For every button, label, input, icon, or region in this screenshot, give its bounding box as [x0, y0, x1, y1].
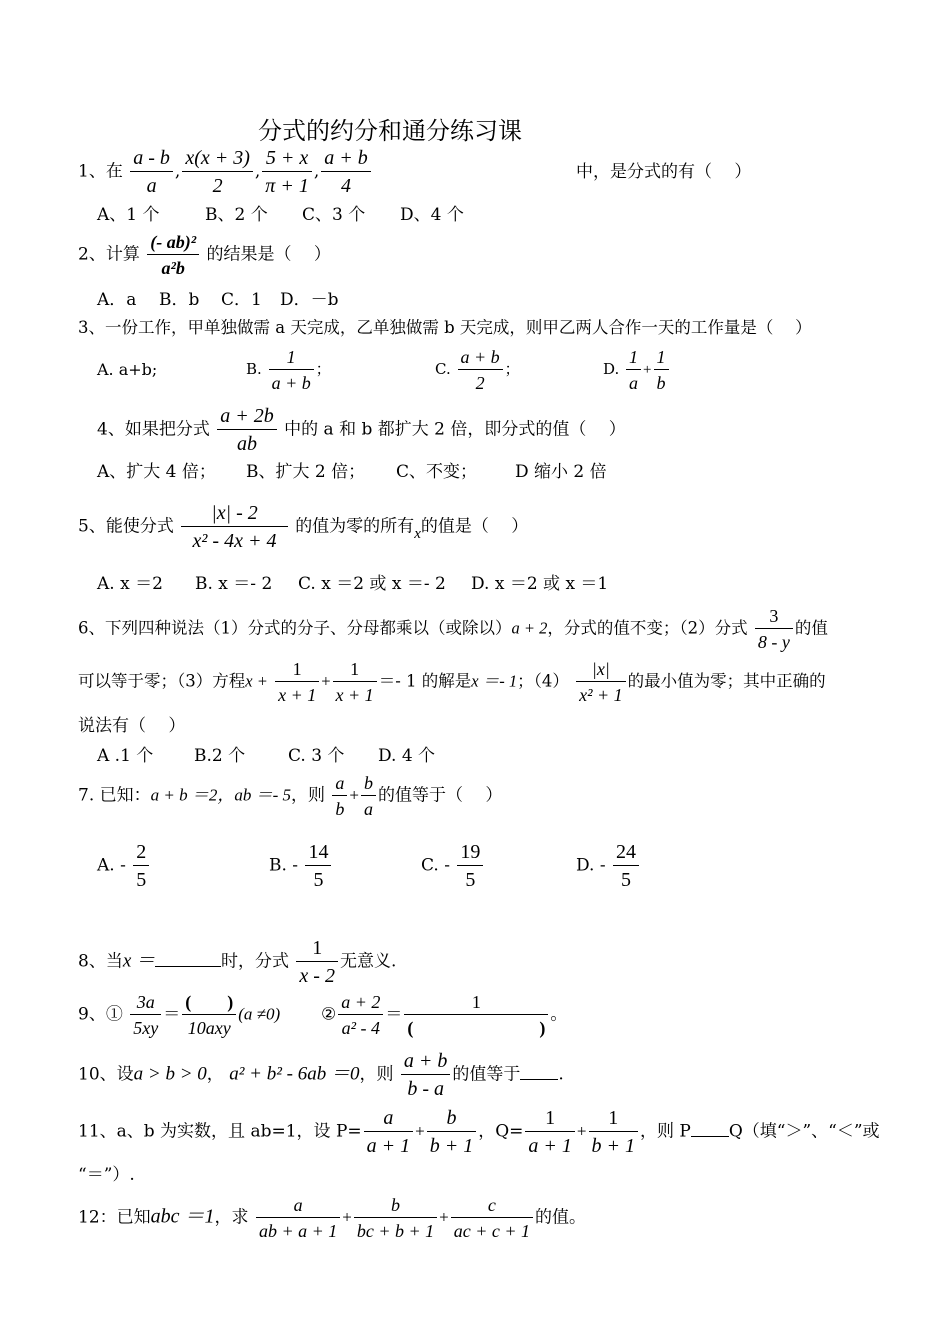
question-6-line-1: 6、下列四种说法（1）分式的分子、分母都乘以（或除以）a + 2，分式的值不变；（2）分式 $\frac{3}{8 - y}$ 的值: [78, 606, 828, 652]
q10-answer-blank[interactable]: [520, 1063, 558, 1080]
q1-tail: 中，是分式的有（ ）: [576, 162, 752, 182]
question-6-line-3: 说法有（ ）: [78, 716, 186, 736]
q2-option-c: C．1: [221, 290, 262, 310]
q3-d-fraction-1: $\frac{1}{a}$: [626, 348, 641, 392]
q5-tail-1: 的值为零的所有: [295, 516, 415, 537]
question-10: 10、设a > b > 0， a² + b² - 6ab ＝0，则 $\frac{a + b}{b - a}$ 的值等于 .: [78, 1050, 564, 1100]
question-11: 11、a、b 为实数，且 ab=1，设 P= $\frac{a}{a + 1}$ + $\frac{b}{b + 1}$ ，Q= $\frac{1}{a + 1}$ + $\frac{1}{b + 1}$ ，则 P Q（填“＞”、“＜”或: [78, 1107, 880, 1157]
q10-fraction: $\frac{a + b}{b - a}$: [401, 1051, 451, 1099]
q2-tail: 的结果是（ ）: [206, 244, 331, 265]
q7-option-d: D. - $\frac{24}{5}$: [576, 842, 641, 890]
q6-option-a: A .1 个: [97, 746, 154, 766]
q5-variable: x: [414, 525, 421, 542]
q3-option-b: B. $\frac{1}{a + b}$ ；: [246, 347, 331, 393]
page-title: 分式的约分和通分练习课: [258, 117, 522, 145]
q5-option-a: A. x ＝2: [97, 574, 163, 594]
q2-fraction: $\frac{\text{(- ab)²}}{\text{a²b}}$: [147, 233, 199, 277]
question-9: 9、① $\frac{3a}{5xy}$ ＝ $\frac{( )}{\text{10axy}}$ (a ≠0) ② $\frac{a + 2}{\text{a² - 4}}$ ＝ $\frac{1}{( )}$ 。: [78, 992, 568, 1038]
q1-number: 1、在: [78, 161, 123, 182]
q2-option-b: B．b: [159, 290, 200, 310]
q6-option-d: D. 4 个: [378, 746, 436, 766]
question-4: [97, 406, 626, 454]
q6-fraction-2: $\frac{1}{x + 1}$: [275, 660, 319, 704]
q4-option-d: D 缩小 2 倍: [515, 462, 607, 482]
q6-fraction-4: $\frac{|x|}{\text{x² + 1}}$: [576, 660, 626, 704]
q9-fraction-1: $\frac{3a}{5xy}$: [130, 993, 161, 1037]
q1-fraction-1: $\frac{a - b}{a}$: [130, 148, 173, 196]
q1-option-b: B、2 个: [205, 205, 268, 225]
comma: ,: [313, 161, 320, 182]
q11-fraction-3: $\frac{1}{a + 1}$: [525, 1108, 575, 1156]
q6-fraction-1: $\frac{3}{8 - y}$: [755, 607, 793, 651]
q5-number: 5、能使分式: [78, 516, 174, 537]
q7-option-a: A. - $\frac{2}{5}$: [97, 842, 151, 890]
q5-fraction: $\frac{|x| - 2}{\text{x² - 4x + 4}}$: [181, 503, 288, 551]
q4-option-b: B、扩大 2 倍；: [246, 462, 366, 482]
q1-option-d: D、4 个: [400, 205, 464, 225]
q1-fraction-4: $\frac{a + b}{4}$: [321, 148, 371, 196]
q5-option-b: B. x ＝- 2: [195, 574, 273, 594]
q7-d-fraction: $\frac{24}{5}$: [613, 842, 639, 890]
q7-fraction-1: $\frac{a}{b}$: [332, 774, 347, 818]
q3-option-c: C. $\frac{a + b}{2}$ ；: [435, 347, 520, 393]
q1-option-c: C、3 个: [302, 205, 366, 225]
q8-fraction: $\frac{1}{x - 2}$: [296, 938, 338, 986]
question-12: 12：已知abc ＝1，求 $\frac{a}{ab + a + 1}$ + $\frac{b}{bc + b + 1}$ + $\frac{c}{ac + c + 1}$ 的值。: [78, 1195, 586, 1241]
q9-fraction-3: $\frac{a + 2}{\text{a² - 4}}$: [338, 993, 383, 1037]
q8-answer-blank[interactable]: [155, 950, 221, 967]
q4-tail: 中的 a 和 b 都扩大 2 倍，即分式的值（ ）: [284, 419, 626, 440]
q9-fraction-4[interactable]: $\frac{1}{( )}$: [404, 993, 548, 1037]
question-6-line-2: 可以等于零；（3）方程x + $\frac{1}{x + 1}$ + $\frac{1}{x + 1}$ ＝- 1 的解是x ＝- 1；（4） $\frac{|x|}{\text{x² + 1}}$ 的最小值为零；其中正确的: [78, 659, 826, 705]
q6-fraction-3: $\frac{1}{x + 1}$: [333, 660, 377, 704]
q12-fraction-3: $\frac{c}{ac + c + 1}$: [451, 1196, 533, 1240]
q7-option-b: B. - $\frac{14}{5}$: [269, 842, 333, 890]
comma: ,: [174, 161, 181, 182]
q7-option-c: C. - $\frac{19}{5}$: [421, 842, 485, 890]
q3-option-a: A. a+b;: [97, 360, 158, 379]
q3-b-fraction: $\frac{1}{a + b}$: [269, 348, 314, 392]
q11-answer-blank[interactable]: [691, 1120, 729, 1137]
q7-c-fraction: $\frac{19}{5}$: [457, 842, 483, 890]
q2-option-d: D．－b: [280, 290, 339, 310]
q2-number: 2、计算: [78, 244, 140, 265]
question-1: [78, 148, 373, 196]
q1-fraction-2: $\frac{x(x + 3)}{2}$: [182, 148, 253, 196]
q6-option-c: C. 3 个: [288, 746, 345, 766]
q1-fraction-3: $\frac{5 + x}{\pi + 1}$: [262, 148, 312, 196]
q11-fraction-1: $\frac{a}{a + 1}$: [364, 1108, 414, 1156]
q4-option-c: C、不变；: [396, 462, 478, 482]
q5-option-d: D. x ＝2 或 x ＝1: [471, 574, 609, 594]
q3-c-fraction: $\frac{a + b}{2}$: [458, 348, 503, 392]
question-7: 7. 已知：a + b ＝2，ab ＝- 5，则 $\frac{a}{b}$ + $\frac{b}{a}$ 的值等于（ ）: [78, 773, 503, 819]
q9-fraction-2[interactable]: $\frac{( )}{\text{10axy}}$: [182, 993, 236, 1037]
q5-tail-2: 的值是（ ）: [420, 516, 529, 537]
q7-b-fraction: $\frac{14}{5}$: [305, 842, 331, 890]
question-8: 8、当x ＝ 时，分式 $\frac{1}{x - 2}$ 无意义.: [78, 937, 397, 987]
q11-fraction-4: $\frac{1}{b + 1}$: [589, 1108, 639, 1156]
q4-option-a: A、扩大 4 倍；: [97, 462, 216, 482]
q4-number: 4、如果把分式: [97, 419, 210, 440]
question-2: [78, 233, 331, 277]
question-3: 3、一份工作，甲单独做需 a 天完成，乙单独做需 b 天完成，则甲乙两人合作一天的工作量是（ ）: [78, 318, 812, 337]
q2-option-a: A．a: [97, 290, 137, 310]
q7-fraction-2: $\frac{b}{a}$: [361, 774, 376, 818]
q12-fraction-1: $\frac{a}{ab + a + 1}$: [256, 1196, 340, 1240]
q4-fraction: $\frac{a + 2b}{ab}$: [217, 406, 277, 454]
q3-option-d: D. $\frac{1}{a}$ + $\frac{1}{b}$: [603, 348, 671, 392]
comma: ,: [254, 161, 261, 182]
q12-fraction-2: $\frac{b}{bc + b + 1}$: [354, 1196, 437, 1240]
q5-option-c: C. x ＝2 或 x ＝- 2: [298, 574, 446, 594]
question-5: [78, 503, 528, 551]
q1-option-a: A、1 个: [97, 205, 160, 225]
q7-a-fraction: $\frac{2}{5}$: [133, 842, 149, 890]
question-11-line-2: “＝”）.: [78, 1165, 135, 1185]
q6-option-b: B.2 个: [194, 746, 246, 766]
q11-fraction-2: $\frac{b}{b + 1}$: [427, 1108, 477, 1156]
q3-d-fraction-2: $\frac{1}{b}$: [654, 348, 669, 392]
